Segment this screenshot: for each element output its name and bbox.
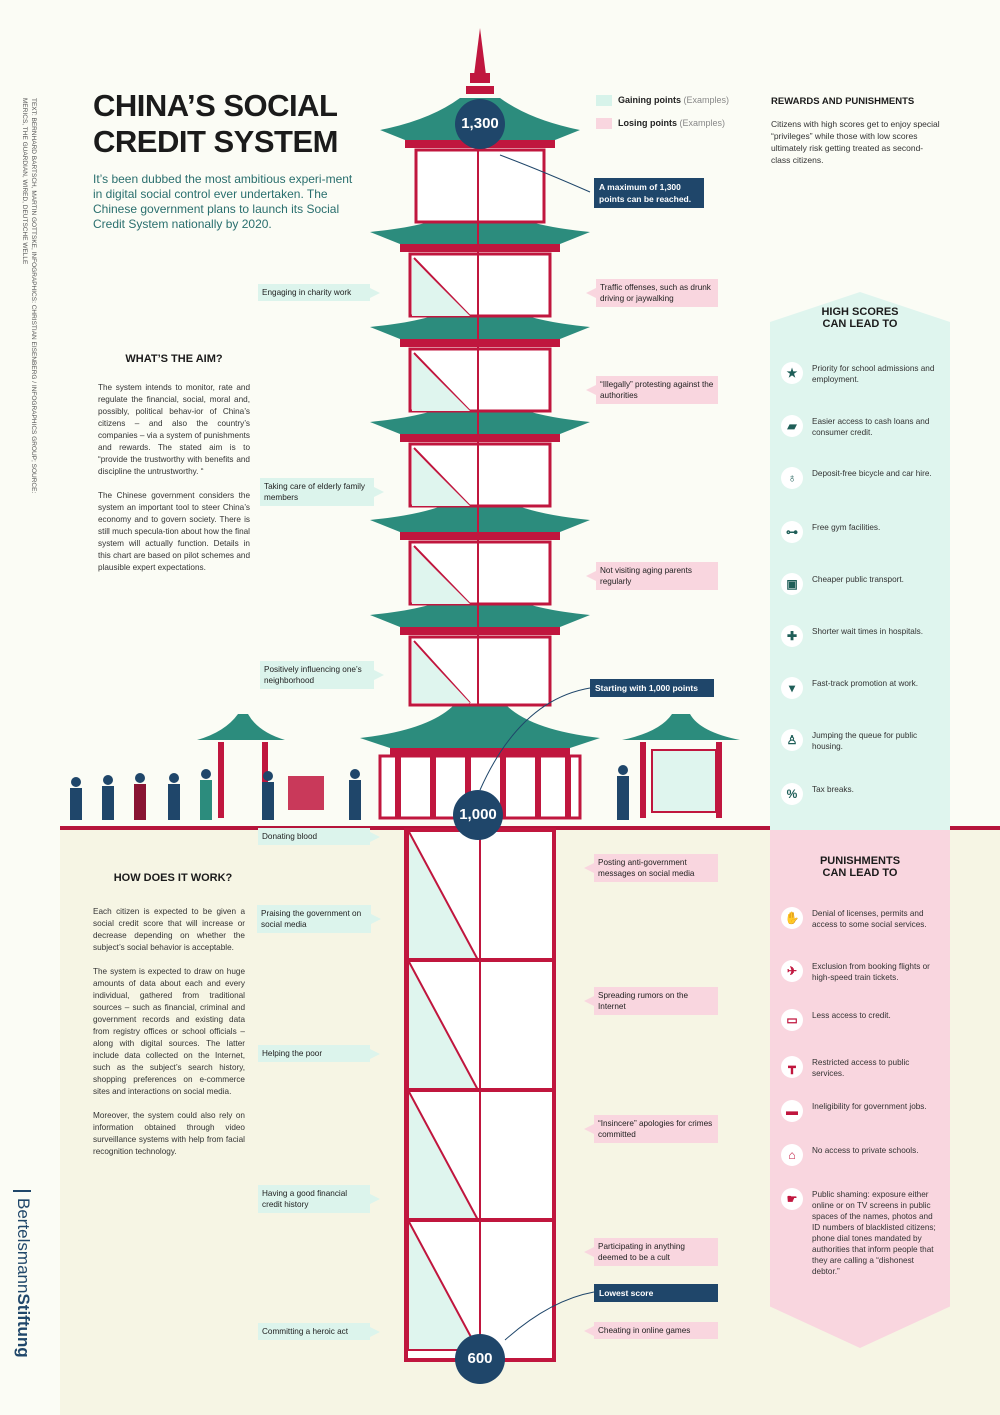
gain-item: Engaging in charity work xyxy=(258,284,370,301)
reward-item: Easier access to cash loans and consumer credit. xyxy=(812,417,930,437)
no-flight-icon: ✈ xyxy=(781,960,803,982)
reward-item: Cheaper public transport. xyxy=(812,575,904,584)
card-icon: ▭ xyxy=(781,1009,803,1031)
aim-heading: WHAT’S THE AIM? xyxy=(125,353,223,365)
punishment-item: Denial of licenses, permits and access to some social services. xyxy=(812,909,927,929)
loss-item: Traffic offenses, such as drunk driving or jaywalking xyxy=(596,279,718,307)
hand-stop-icon: ✋ xyxy=(781,907,803,929)
reward-item: Jumping the queue for public housing. xyxy=(812,731,918,751)
reward-item: Free gym facilities. xyxy=(812,523,881,532)
how-paragraph: Each citizen is expected to be given a social credit score that will increase or decrease depending on whether the subject’s social behavior is acceptable. xyxy=(93,907,245,952)
score-max-circle: 1,300 xyxy=(455,99,505,149)
legend-gain: Gaining points (Examples) xyxy=(596,95,729,106)
how-paragraph: The system is expected to draw on huge amounts of data about each and every individual, gathered from traditional sources – such as financial, criminal and government records and existing data from registry offices or school officials – along with digital sources. The latter include data collected on the Internet, such as the subject’s search history, shopping preferences on e-commerce sites and interactions on social media. xyxy=(93,967,245,1096)
aim-paragraph: The system intends to monitor, rate and regulate the financial, social, moral and, possibly, political behav-ior of China’s citizens – and also the country’s companies – via a system of punishments and rewards. The stated aim is to “provide the trustworthy with benefits and discipline the untrustworthy. “ xyxy=(98,383,250,476)
bus-icon: ▣ xyxy=(781,573,803,595)
high-scores-heading: HIGH SCORES CAN LEAD TO xyxy=(821,306,899,330)
banknote-icon: ▰ xyxy=(781,415,803,437)
bicycle-icon: ♁ xyxy=(781,467,803,489)
reward-item: Priority for school admissions and employment. xyxy=(812,364,935,384)
spire xyxy=(474,28,486,75)
tie-icon: ▾ xyxy=(781,677,803,699)
pointing-hand-icon: ☛ xyxy=(781,1188,803,1210)
punishment-item: Restricted access to public services. xyxy=(812,1058,910,1078)
punishment-item: Public shaming: exposure either online or on TV screens in public spaces of the names, photos and ID numbers of blacklisted citizens; phone dial tones mandated by authorities that inform people that they are calling a “dishonest debtor.” xyxy=(812,1190,936,1276)
gain-item: Donating blood xyxy=(258,828,370,845)
punishment-item: No access to private schools. xyxy=(812,1146,919,1155)
dumbbell-icon: ⊶ xyxy=(781,521,803,543)
school-icon: ⌂ xyxy=(781,1144,803,1166)
punishments-heading: PUNISHMENTS CAN LEAD TO xyxy=(819,855,901,879)
how-paragraph: Moreover, the system could also rely on information obtained through video surveillance systems with help from facial recognition technology. xyxy=(93,1111,245,1156)
score-min-circle: 600 xyxy=(455,1334,505,1384)
note-start: Starting with 1,000 points xyxy=(590,679,714,697)
reward-item: Tax breaks. xyxy=(812,785,854,794)
title-line-1: CHINA’S SOCIAL xyxy=(93,88,338,123)
loss-item: Cheating in online games xyxy=(594,1322,718,1339)
star-icon: ★ xyxy=(781,362,803,384)
gain-item: Praising the government on social media xyxy=(257,905,371,933)
rewards-text: Citizens with high scores get to enjoy special “privileges” while those with low scores ultimately risk getting treated as second-class citizens. xyxy=(771,119,940,165)
gain-item: Committing a heroic act xyxy=(258,1323,370,1340)
reward-item: Fast-track promotion at work. xyxy=(812,679,919,688)
punishment-item: Exclusion from booking flights or high-speed train tickets. xyxy=(812,962,930,982)
rewards-heading: REWARDS AND PUNISHMENTS xyxy=(771,96,915,107)
title-line-2: CREDIT SYSTEM xyxy=(93,124,338,159)
loss-item: Not visiting aging parents regularly xyxy=(596,562,718,590)
percent-icon: % xyxy=(781,783,803,805)
medical-cross-icon: ✚ xyxy=(781,625,803,647)
gain-item: Having a good financial credit history xyxy=(258,1185,370,1213)
credits: TEXT: BERNHARD BARTSCH, MARTIN GOTTSKE, INFOGRAPHICS: CHRISTIAN EISENBERG / INFOGRAPHICS GROUP; SOURCE: MERICS, THE GUARDIAN, WIRED, DEUTSCHE WELLE xyxy=(21,98,37,494)
score-start-circle: 1,000 xyxy=(453,790,503,840)
punishment-item: Less access to credit. xyxy=(812,1011,891,1020)
gain-item: Positively influencing one’s neighborhood xyxy=(260,661,374,689)
briefcase-icon: ▬ xyxy=(781,1100,803,1122)
loss-item: “Illegally” protesting against the authorities xyxy=(596,376,718,404)
how-heading: HOW DOES IT WORK? xyxy=(113,872,233,884)
queue-icon: ♙ xyxy=(781,729,803,751)
brand-logo: BertelsmannStiftung xyxy=(13,1190,33,1358)
barrier-icon: ┳ xyxy=(781,1056,803,1078)
gain-item: Helping the poor xyxy=(258,1045,370,1062)
reward-item: Deposit-free bicycle and car hire. xyxy=(812,469,932,478)
note-max: A maximum of 1,300 points can be reached. xyxy=(594,178,704,208)
legend-lose: Losing points (Examples) xyxy=(596,118,725,129)
intro-text: It’s been dubbed the most ambitious experi-ment in digital social control ever undertaken. The Chinese government plans to launch its Social Credit System nationally by 2020. xyxy=(93,172,353,231)
loss-item: Participating in anything deemed to be a cult xyxy=(594,1238,718,1266)
note-lowest: Lowest score xyxy=(594,1284,718,1302)
gain-item: Taking care of elderly family members xyxy=(260,478,374,506)
loss-item: Spreading rumors on the Internet xyxy=(594,987,718,1015)
aim-paragraph: The Chinese government considers the system an important tool to steer China’s economy and to govern society. There is still much specula-tion about how the final system will actually function. Details in this chart are based on pilot schemes and plausible expert expectations. xyxy=(98,491,250,572)
loss-item: “Insincere” apologies for crimes committed xyxy=(594,1115,718,1143)
reward-item: Shorter wait times in hospitals. xyxy=(812,627,924,636)
loss-item: Posting anti-government messages on social media xyxy=(594,854,718,882)
punishment-item: Ineligibility for government jobs. xyxy=(812,1102,927,1111)
